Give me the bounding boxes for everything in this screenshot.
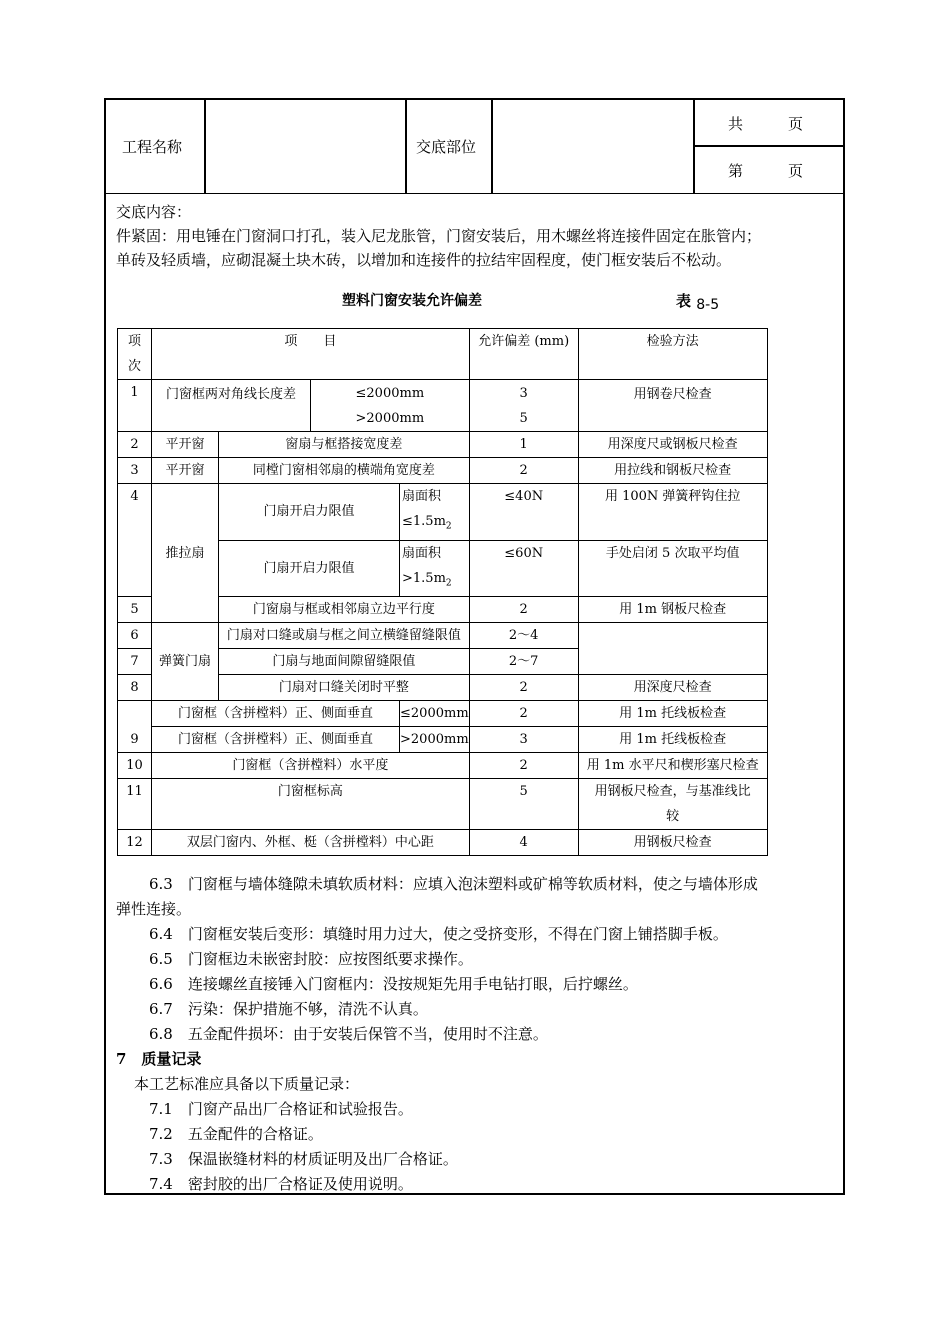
table-row: 门窗框（含拼樘料）正、侧面垂直 >2000mm 3 用 1m 托线板检查	[118, 727, 768, 753]
table-row: 6 弹簧门扇 门扇对口缝或扇与框之间立横缝留缝限值 2～4	[118, 623, 768, 649]
col-header-tolerance: 允许偏差 (mm)	[469, 329, 578, 380]
quality-records-intro: 本工艺标准应具备以下质量记录：	[134, 1075, 360, 1093]
note-6-5: 6.5 门窗框边未嵌密封胶：应按图纸要求操作。	[149, 950, 473, 968]
note-6-4: 6.4 门窗框安装后变形：填缝时用力过大，使之受挤变形，不得在门窗上铺搭脚手板。	[149, 925, 728, 943]
record-7-1: 7.1 门窗产品出厂合格证和试验报告。	[149, 1100, 413, 1118]
table-row: 门扇开启力限值 扇面积 $>1.5m_2$ ≤60N 手处启闭 5 次取平均值	[118, 540, 768, 597]
table-row: 5 门窗扇与框或相邻扇立边平行度 2 用 1m 钢板尺检查	[118, 597, 768, 623]
note-6-7: 6.7 污染：保护措施不够，清洗不认真。	[149, 1000, 428, 1018]
content-heading: 交底内容：	[116, 203, 192, 221]
table-row: 4 推拉扇 门扇开启力限值 扇面积 $\le 1.5m_2$ ≤40N 用 100N 弹簧秤钩住拉	[118, 484, 768, 541]
header-row	[106, 100, 843, 194]
table-header-row	[118, 329, 768, 380]
col-header-no: 项 次	[118, 329, 152, 380]
record-7-3: 7.3 保温嵌缝材料的材质证明及出厂合格证。	[149, 1150, 458, 1168]
table-row: 8 门扇对口缝关闭时平整 2 用深度尺检查	[118, 675, 768, 701]
col-header-item: 项 目	[152, 329, 470, 380]
tolerance-table	[117, 328, 768, 856]
table-row: 10 门窗框（含拼樘料）水平度 2 用 1m 水平尺和楔形塞尺检查	[118, 753, 768, 779]
table-number: 表 8-5	[676, 292, 720, 313]
record-7-2: 7.2 五金配件的合格证。	[149, 1125, 323, 1143]
table-title: 塑料门窗安装允许偏差	[342, 293, 482, 309]
note-6-8: 6.8 五金配件损坏：由于安装后保管不当，使用时不注意。	[149, 1025, 548, 1043]
content-line: 单砖及轻质墙，应砌混凝土块木砖，以增加和连接件的拉结牢固程度，使门框安装后不松动。	[116, 251, 732, 269]
table-row: 7 门扇与地面间隙留缝限值 2～7	[118, 649, 768, 675]
page-number-label: 第 页	[728, 162, 804, 180]
notes-section	[116, 872, 841, 1197]
table-row: 2 平开窗 窗扇与框搭接宽度差 1 用深度尺或钢板尺检查	[118, 432, 768, 458]
record-7-4: 7.4 密封胶的出厂合格证及使用说明。	[149, 1175, 413, 1193]
section-heading-quality-records: 7 质量记录	[116, 1050, 202, 1068]
note-6-3-cont: 弹性连接。	[116, 900, 192, 918]
project-name-label: 工程名称	[122, 138, 183, 156]
project-name-field[interactable]	[206, 100, 406, 193]
table-row: 11 门窗框标高 5 用钢板尺检查，与基准线比 较	[118, 779, 768, 830]
col-header-method: 检验方法	[578, 329, 767, 380]
table-row: 3 平开窗 同樘门窗相邻扇的横端角宽度差 2 用拉线和钢板尺检查	[118, 458, 768, 484]
handover-location-field[interactable]	[493, 100, 693, 193]
table-row: 1 门窗框两对角线长度差 ≤2000mm >2000mm 3 5 用钢卷尺检查	[118, 380, 768, 432]
note-6-6: 6.6 连接螺丝直接锤入门窗框内：没按规矩先用手电钻打眼，后拧螺丝。	[149, 975, 638, 993]
content-line: 件紧固：用电锤在门窗洞口打孔，装入尼龙胀管，门窗安装后，用木螺丝将连接件固定在胀管内；	[116, 227, 762, 245]
document-frame	[104, 98, 845, 1195]
note-6-3: 6.3 门窗框与墙体缝隙未填软质材料：应填入泡沫塑料或矿棉等软质材料，使之与墙体形成	[149, 875, 758, 893]
total-pages-label: 共 页	[728, 115, 804, 133]
table-row: 9 门窗框（含拼樘料）正、侧面垂直 ≤2000mm 2 用 1m 托线板检查	[118, 701, 768, 727]
handover-location-label: 交底部位	[416, 138, 477, 156]
handover-content	[116, 200, 841, 272]
table-row: 12 双层门窗内、外框、梃（含拼樘料）中心距 4 用钢板尺检查	[118, 830, 768, 856]
